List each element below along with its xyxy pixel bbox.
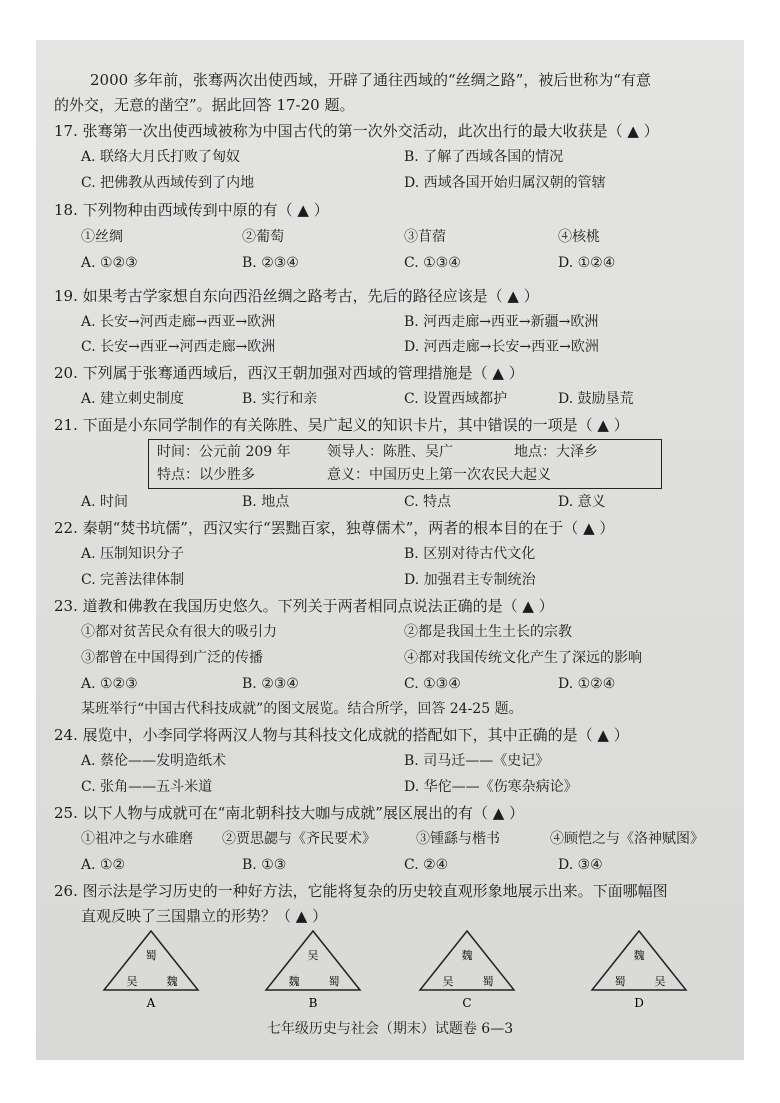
q19-stem: 19. 如果考古学家想自东向西沿丝绸之路考古，先后的路径应该是（ ▲ ） [54,287,539,305]
q25-stem: 25. 以下人物与成就可在“南北朝科技大咖与成就”展区展出的有（ ▲ ） [54,804,525,822]
card-leader: 领导人：陈胜、吴广 [327,444,453,460]
q25-option-b: B. ①③ [242,857,287,873]
q24-option-b: B. 司马迁——《史记》 [404,753,550,769]
diagram-d-right: 吴 [654,975,666,988]
diagram-c [412,925,522,1010]
q25-option-c: C. ②④ [404,857,449,873]
q22-stem: 22. 秦朝“焚书坑儒”，西汉实行“罢黜百家，独尊儒术”，两者的根本目的在于（ ▲ ） [54,519,615,537]
q25-option-a: A. ①② [81,857,126,873]
q25-statement-4: ④顾恺之与《洛神赋图》 [550,831,704,847]
q19-option-d: D. 河西走廊→长安→西亚→欧洲 [404,339,599,355]
q23-option-d: D. ①②④ [558,676,616,692]
q20-option-c: C. 设置西域都护 [404,391,508,407]
diagram-b [258,925,368,1010]
q21-option-c: C. 特点 [404,494,452,510]
q24-option-d: D. 华佗——《伤寒杂病论》 [404,779,578,795]
q17-option-b: B. 了解了西域各国的情况 [404,149,564,165]
intro-24-25: 某班举行“中国古代科技成就”的图文展览。结合所学，回答 24-25 题。 [81,701,523,717]
diagram-c-label: C [462,996,472,1010]
q17-option-d: D. 西域各国开始归属汉朝的管辖 [404,175,606,191]
diagram-b-right: 蜀 [328,975,340,988]
q22-option-d: D. 加强君主专制统治 [404,572,536,588]
page-footer: 七年级历史与社会（期末）试题卷 6—3 [266,1021,514,1037]
diagram-c-right: 蜀 [482,975,494,988]
exam-page [36,40,744,1060]
q20-option-d: D. 鼓励垦荒 [558,391,634,407]
q18-item-3: ③苜蓿 [404,229,446,245]
diagram-c-top: 魏 [461,949,473,962]
diagram-a [96,925,206,1010]
q24-stem: 24. 展览中，小李同学将两汉人物与其科技文化成就的搭配如下，其中正确的是（ ▲ ） [54,726,629,744]
q18-option-a: A. ①②③ [81,255,138,271]
q25-statement-3: ③锺繇与楷书 [416,831,500,847]
q18-option-c: C. ①③④ [404,255,461,271]
q21-option-b: B. 地点 [242,494,290,510]
q18-option-b: B. ②③④ [242,255,299,271]
q19-option-c: C. 长安→西亚→河西走廊→欧洲 [81,339,276,355]
diagram-d-top: 魏 [633,949,645,962]
diagram-d [584,925,694,1010]
q26-stem-line-1: 26. 图示法是学习历史的一种好方法，它能将复杂的历史较直观形象地展示出来。下面哪幅图 [54,882,668,900]
q17-option-c: C. 把佛教从西域传到了内地 [81,175,255,191]
diagram-a-top: 蜀 [145,949,157,962]
intro-line-2: 的外交，无意的凿空”。据此回答 17-20 题。 [54,96,355,114]
card-meaning: 意义：中国历史上第一次农民大起义 [327,467,551,483]
q23-stem: 23. 道教和佛教在我国历史悠久。下列关于两者相同点说法正确的是（ ▲ ） [54,597,554,615]
diagram-d-label: D [634,996,644,1010]
q21-stem: 21. 下面是小东同学制作的有关陈胜、吴广起义的知识卡片，其中错误的一项是（ ▲ ） [54,416,629,434]
q18-item-1: ①丝绸 [81,229,123,245]
diagram-b-label: B [308,996,318,1010]
q19-option-b: B. 河西走廊→西亚→新疆→欧洲 [404,314,599,330]
q22-option-b: B. 区别对待古代文化 [404,546,536,562]
knowledge-card [148,439,662,489]
q18-item-4: ④核桃 [558,229,600,245]
q23-statement-2: ②都是我国土生土长的宗教 [404,624,572,640]
q21-option-d: D. 意义 [558,494,606,510]
q18-option-d: D. ①②④ [558,255,616,271]
q24-option-a: A. 蔡伦——发明造纸术 [81,753,227,769]
diagram-a-right: 魏 [166,975,178,988]
q20-option-a: A. 建立刺史制度 [81,391,185,407]
q22-option-c: C. 完善法律体制 [81,572,185,588]
q17-stem: 17. 张骞第一次出使西域被称为中国古代的第一次外交活动，此次出行的最大收获是（ ▲ ） [54,122,659,140]
card-place: 地点：大泽乡 [514,444,598,460]
q23-statement-3: ③都曾在中国得到广泛的传播 [81,650,263,666]
q25-statement-1: ①祖冲之与水碓磨 [81,831,193,847]
q20-option-b: B. 实行和亲 [242,391,318,407]
q25-option-d: D. ③④ [558,857,603,873]
diagram-b-top: 吴 [307,949,319,962]
q22-option-a: A. 压制知识分子 [81,546,185,562]
q23-option-c: C. ①③④ [404,676,461,692]
diagram-b-left: 魏 [288,975,300,988]
q23-statement-4: ④都对我国传统文化产生了深远的影响 [404,650,642,666]
q18-item-2: ②葡萄 [242,229,284,245]
card-feature: 特点：以少胜多 [157,467,255,483]
diagram-d-left: 蜀 [614,975,626,988]
q23-option-b: B. ②③④ [242,676,299,692]
intro-line-1: 2000 多年前，张骞两次出使西域，开辟了通往西域的“丝绸之路”，被后世称为“有意 [90,71,651,89]
q23-statement-1: ①都对贫苦民众有很大的吸引力 [81,624,277,640]
q17-option-a: A. 联络大月氏打败了匈奴 [81,149,241,165]
q26-stem-line-2: 直观反映了三国鼎立的形势？（ ▲ ） [81,907,328,925]
diagram-a-label: A [146,996,156,1010]
q25-statement-2: ②贾思勰与《齐民要术》 [222,831,376,847]
q23-option-a: A. ①②③ [81,676,138,692]
q21-option-a: A. 时间 [81,494,129,510]
diagram-c-left: 吴 [442,975,454,988]
diagram-a-left: 吴 [126,975,138,988]
q24-option-c: C. 张角——五斗米道 [81,779,213,795]
q20-stem: 20. 下列属于张骞通西域后，西汉王朝加强对西域的管理措施是（ ▲ ） [54,364,524,382]
q18-stem: 18. 下列物种由西域传到中原的有（ ▲ ） [54,201,329,219]
q19-option-a: A. 长安→河西走廊→西亚→欧洲 [81,314,276,330]
card-time: 时间：公元前 209 年 [157,444,291,460]
